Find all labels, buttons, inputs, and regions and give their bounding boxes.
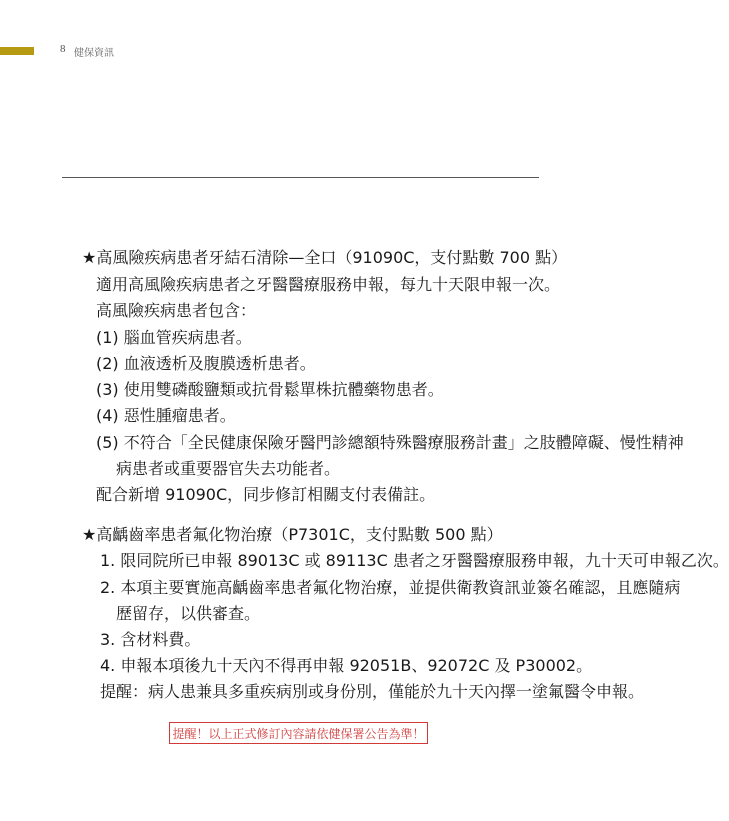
list-item-continued: 歷留存，以供審查。	[116, 604, 261, 623]
list-item: 4. 申報本項後九十天內不得再申報 92051B、92072C 及 P30002。	[100, 656, 593, 675]
header-accent-bar	[0, 47, 34, 55]
horizontal-rule	[62, 177, 539, 178]
body-line: 適用高風險疾病患者之牙醫醫療服務申報，每九十天限申報一次。	[96, 275, 561, 294]
page-number: 8	[60, 43, 66, 55]
list-item: (1) 腦血管疾病患者。	[96, 328, 252, 347]
body-line: 高風險疾病患者包含：	[96, 301, 257, 320]
reminder-line: 提醒：病人患兼具多重疾病別或身份別，僅能於九十天內擇一塗氟醫令申報。	[100, 682, 645, 701]
section-title: ★高風險疾病患者牙結石清除—全口（91090C，支付點數 700 點）	[82, 248, 568, 267]
running-title: 健保資訊	[74, 48, 114, 59]
official-notice-box: 提醒！以上正式修訂內容請依健保署公告為準！	[169, 722, 428, 744]
list-item-continued: 病患者或重要器官失去功能者。	[116, 459, 341, 478]
list-item: (3) 使用雙磷酸鹽類或抗骨鬆單株抗體藥物患者。	[96, 380, 444, 399]
list-item: 1. 限同院所已申報 89013C 或 89113C 患者之牙醫醫療服務申報，九十天可申報乙次。	[100, 551, 729, 570]
list-item: 2. 本項主要實施高齲齒率患者氟化物治療，並提供衛教資訊並簽名確認，且應隨病	[100, 578, 681, 597]
list-item: 3. 含材料費。	[100, 630, 201, 649]
body-line: 配合新增 91090C，同步修訂相關支付表備註。	[96, 485, 436, 504]
list-item: (2) 血液透析及腹膜透析患者。	[96, 354, 316, 373]
section-title: ★高齲齒率患者氟化物治療（P7301C，支付點數 500 點）	[82, 525, 503, 544]
list-item: (5) 不符合「全民健康保險牙醫門診總額特殊醫療服務計畫」之肢體障礙、慢性精神	[96, 433, 684, 452]
list-item: (4) 惡性腫瘤患者。	[96, 406, 236, 425]
